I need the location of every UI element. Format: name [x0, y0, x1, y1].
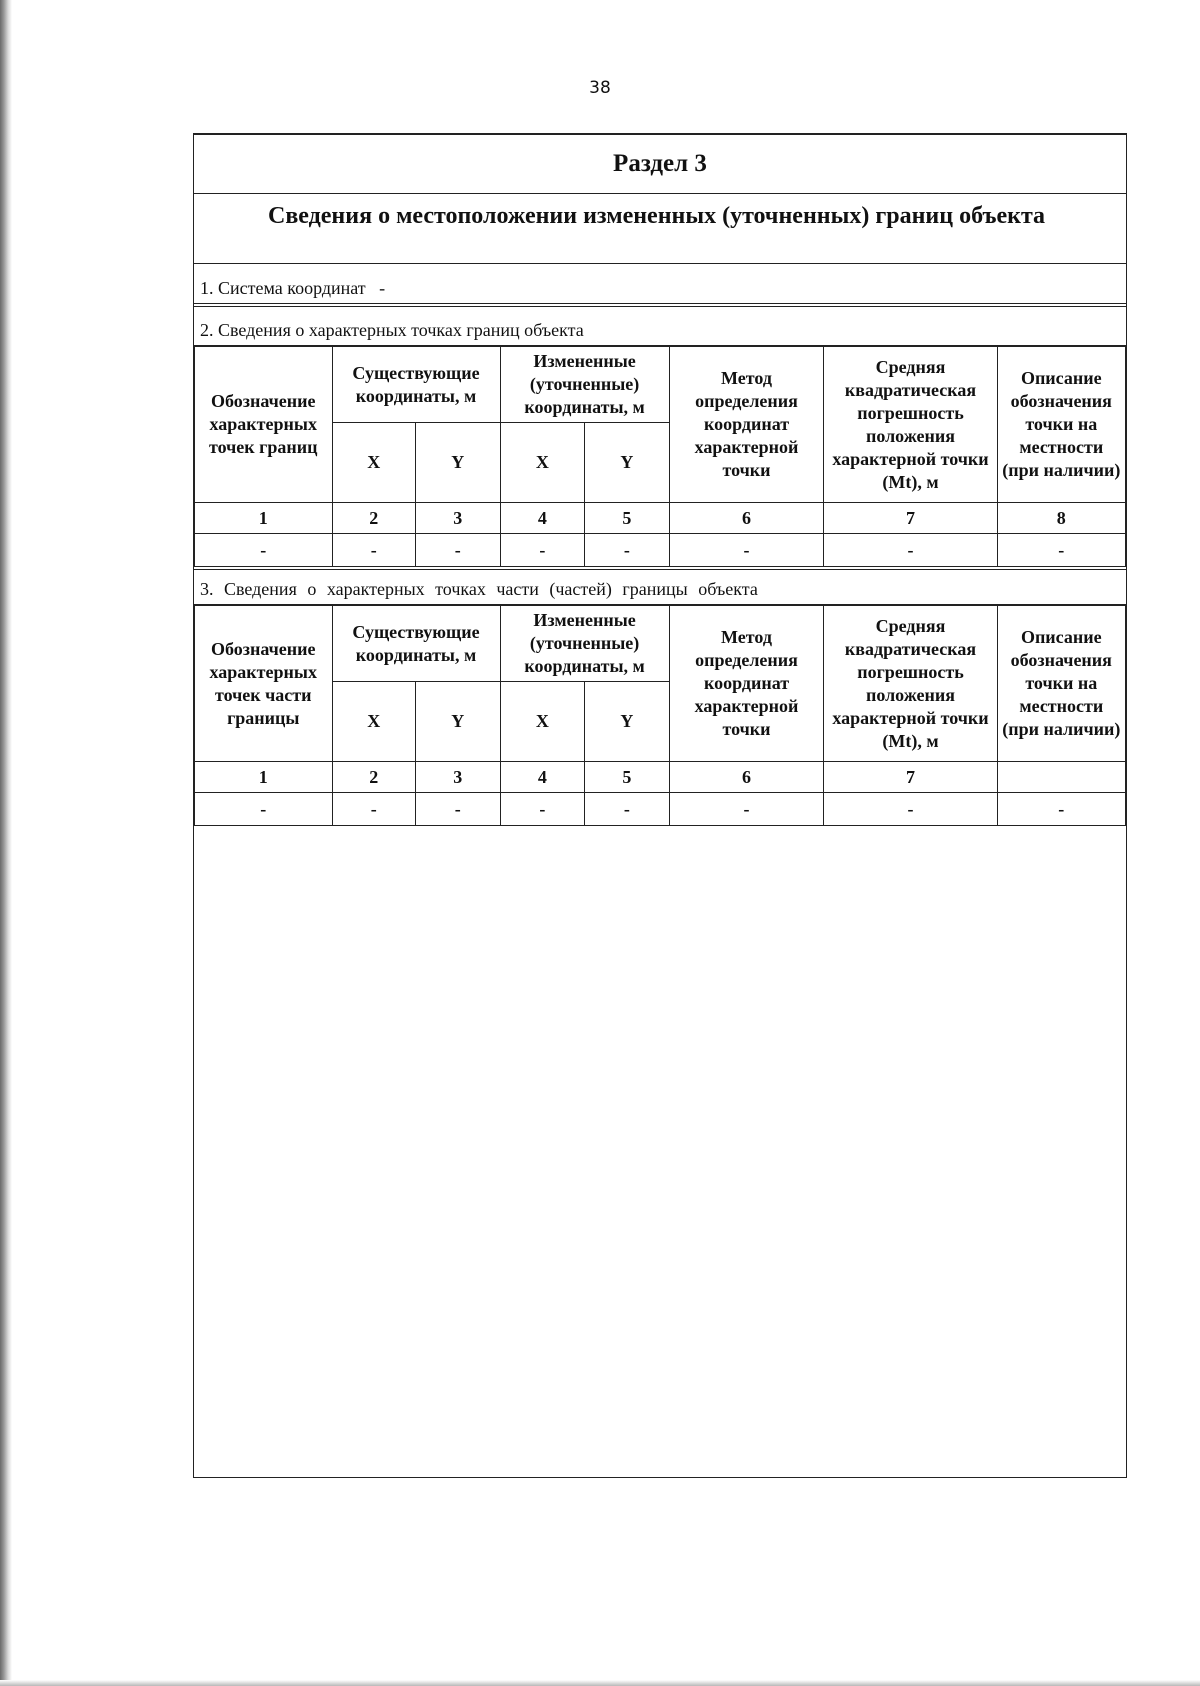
table3-cell: -	[585, 793, 670, 826]
table2-cell: -	[669, 534, 824, 567]
table3-cell: -	[332, 793, 416, 826]
table3-colnum: 2	[332, 762, 416, 793]
table2-colnum: 2	[332, 503, 416, 534]
table2-colnum: 1	[195, 503, 333, 534]
table2-header-description: Описание обозначения точки на местности (при наличии)	[997, 347, 1125, 503]
table2-colnum: 8	[997, 503, 1125, 534]
table2-cell: -	[500, 534, 585, 567]
table-row	[195, 534, 1126, 567]
table2-header-error: Средняя квадратическая погрешность положения характерной точки (Mt), м	[824, 347, 997, 503]
table3-cell: -	[195, 793, 333, 826]
table3-header-designation: Обозначение характерных точек части границы	[195, 606, 333, 762]
table3-header-changed: Измененные (уточненные) координаты, м	[500, 606, 669, 682]
section-title: Раздел 3	[194, 135, 1126, 194]
table3-colnum: 1	[195, 762, 333, 793]
table2-colnum: 4	[500, 503, 585, 534]
table2	[194, 346, 1126, 567]
table2-header-method: Метод определения координат характерной точки	[669, 347, 824, 503]
table3-cell: -	[997, 793, 1125, 826]
table3-header-existing-x: X	[332, 682, 416, 762]
table2-cell: -	[824, 534, 997, 567]
table-row	[195, 793, 1126, 826]
table2-cell: -	[195, 534, 333, 567]
table2-caption: 2. Сведения о характерных точках границ объекта	[194, 306, 1126, 346]
table3-column-numbers	[195, 762, 1126, 793]
scan-bottom-edge	[0, 1680, 1200, 1686]
table3	[194, 605, 1126, 826]
table3-colnum	[997, 762, 1125, 793]
table3-cell: -	[500, 793, 585, 826]
table2-header-existing: Существующие координаты, м	[332, 347, 500, 423]
table2-cell: -	[585, 534, 670, 567]
scan-edge	[0, 0, 12, 1686]
section-frame	[193, 133, 1127, 1478]
table2-header-existing-y: Y	[416, 423, 501, 503]
table3-header-existing: Существующие координаты, м	[332, 606, 500, 682]
table2-colnum: 3	[416, 503, 501, 534]
table3-cell: -	[416, 793, 501, 826]
table2-header-changed-x: X	[500, 423, 585, 503]
table2-column-numbers	[195, 503, 1126, 534]
table2-cell: -	[416, 534, 501, 567]
table3-colnum: 3	[416, 762, 501, 793]
table3-cell: -	[824, 793, 997, 826]
table3-colnum: 7	[824, 762, 997, 793]
table2-colnum: 6	[669, 503, 824, 534]
table2-colnum: 7	[824, 503, 997, 534]
table3-header-changed-x: X	[500, 682, 585, 762]
table3-header-existing-y: Y	[416, 682, 501, 762]
table3-colnum: 5	[585, 762, 670, 793]
coordinate-system-line: 1. Система координат -	[194, 264, 1126, 304]
table3-cell: -	[669, 793, 824, 826]
table2-header-existing-x: X	[332, 423, 416, 503]
table3-colnum: 4	[500, 762, 585, 793]
page-number: 38	[589, 78, 611, 98]
table2-cell: -	[997, 534, 1125, 567]
table3-header-changed-y: Y	[585, 682, 670, 762]
table3-header-description: Описание обозначения точки на местности (при наличии)	[997, 606, 1125, 762]
table2-header-designation: Обозначение характерных точек границ	[195, 347, 333, 503]
table3-header-error: Средняя квадратическая погрешность положения характерной точки (Mt), м	[824, 606, 997, 762]
table3-colnum: 6	[669, 762, 824, 793]
table3-header-method: Метод определения координат характерной точки	[669, 606, 824, 762]
table2-header-changed: Измененные (уточненные) координаты, м	[500, 347, 669, 423]
table3-caption: 3. Сведения о характерных точках части (частей) границы объекта	[194, 569, 1126, 605]
section-subtitle: Сведения о местоположении измененных (уточненных) границ объекта	[194, 194, 1126, 264]
table2-colnum: 5	[585, 503, 670, 534]
table2-header-changed-y: Y	[585, 423, 670, 503]
table2-cell: -	[332, 534, 416, 567]
